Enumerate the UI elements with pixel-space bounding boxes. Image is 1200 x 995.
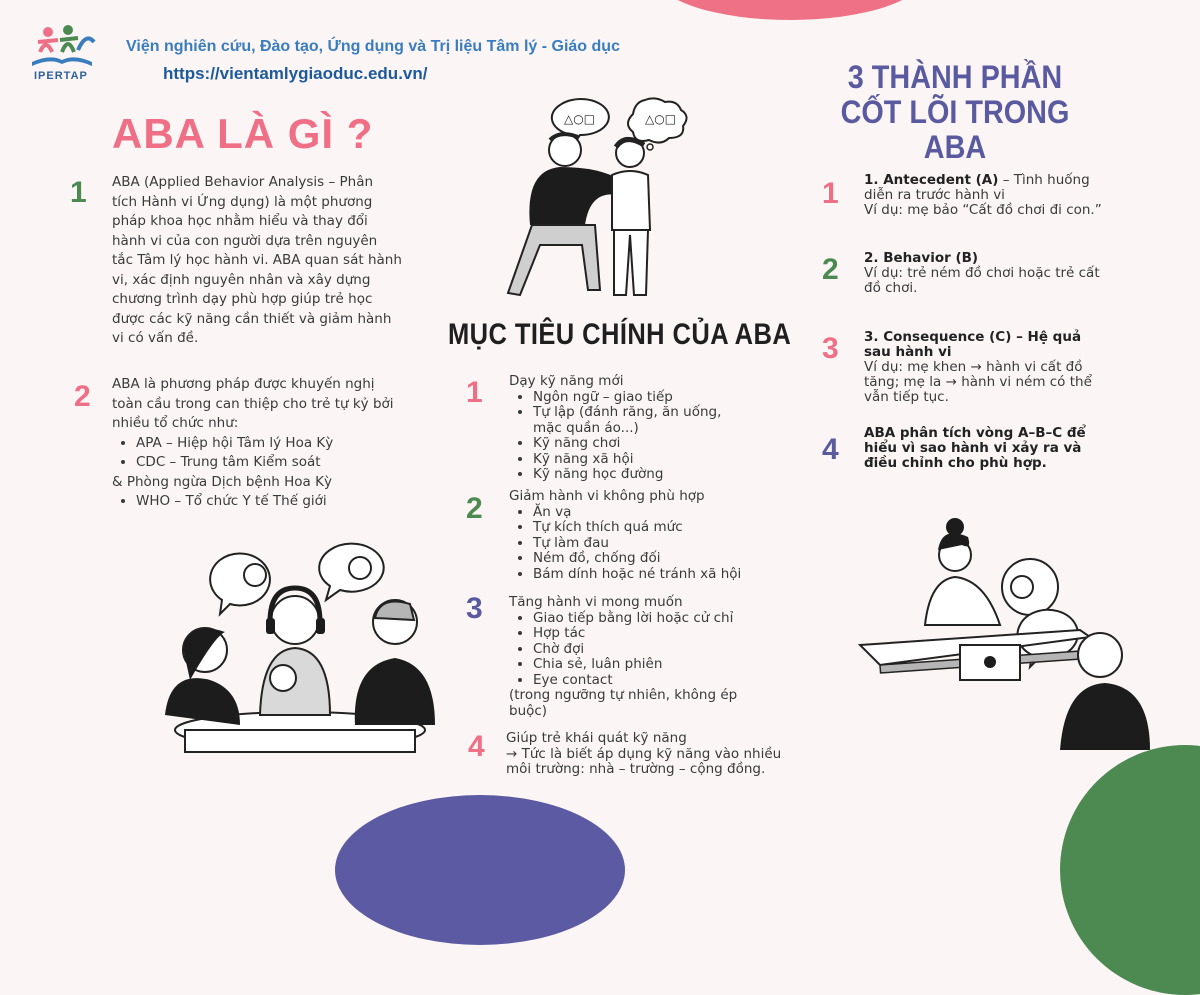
left-number-1: 1 <box>70 176 87 209</box>
goal-bullet: • Ném đồ, chống đối <box>533 551 759 567</box>
goal-bullet: • Hợp tác <box>533 626 759 642</box>
children-table-illustration <box>130 540 450 765</box>
goal-number-3: 3 <box>466 592 483 625</box>
goal-2 <box>509 489 759 582</box>
goal-bullet: • Tự kích thích quá mức <box>533 520 759 536</box>
left-number-2: 2 <box>74 380 91 413</box>
core-item-title: . Consequence (C) – Hệ quả sau hành vi <box>864 329 1082 360</box>
core-item-1 <box>864 173 1109 218</box>
goal-bullet: • Ngôn ngữ – giao tiếp <box>533 390 749 406</box>
logo-text: IPERTAP <box>34 70 88 82</box>
core-item-title: 2. Behavior (B) <box>864 250 979 266</box>
decorative-blob-corner <box>1060 745 1200 995</box>
goal-bullet: • Chia sẻ, luân phiên <box>533 657 759 673</box>
core-item-2 <box>864 251 1109 296</box>
goal-3 <box>509 595 759 719</box>
core-item-title-lead: 3 <box>864 329 874 345</box>
org-continuation: & Phòng ngừa Dịch bệnh Hoa Kỳ <box>112 473 332 490</box>
goal-bullet: • Chờ đợi <box>533 642 759 658</box>
goal-note: (trong ngưỡng tự nhiên, không ép buộc) <box>509 687 738 719</box>
goal-bullet: • Giao tiếp bằng lời hoặc cử chỉ <box>533 611 759 627</box>
left-paragraph-2-intro: ABA là phương pháp được khuyến nghị toàn cầu trong can thiệp cho trẻ tự kỷ bởi nhiều tổ chức như: <box>112 376 394 431</box>
logo-icon <box>22 22 102 72</box>
core-item-4 <box>864 426 1109 471</box>
goal-1 <box>509 374 749 483</box>
org-item: • APA – Hiệp hội Tâm lý Hoa Kỳ <box>136 434 397 454</box>
goal-detail: → Tức là biết áp dụng kỹ năng vào nhiều môi trường: nhà – trường – cộng đồng. <box>506 745 782 777</box>
left-paragraph-2 <box>112 375 397 512</box>
core-item-title: 1. Antecedent (A) <box>864 172 999 188</box>
goal-bullet: • Tự làm đau <box>533 536 759 552</box>
goal-bullets <box>509 505 759 583</box>
goal-number-4: 4 <box>468 730 485 763</box>
core-item-example: Ví dụ: mẹ bảo “Cất đồ chơi đi con.” <box>864 202 1102 218</box>
right-title: 3 THÀNH PHẦN CỐT LÕI TRONG ABA <box>840 59 1070 165</box>
goal-bullet: • Eye contact <box>533 673 759 689</box>
left-paragraph-1: ABA (Applied Behavior Analysis – Phân tích Hành vi Ứng dụng) là một phương pháp khoa học nhằm hiểu và thay đổi hành vi của con người dựa trên nguyên tắc Tâm lý học hành vi. ABA quan sát hành vi, xác định nguyên nhân và xây dựng chương trình dạy phù hợp giúp trẻ học được các kỹ năng cần thiết và giảm hành vi có vấn đề. <box>112 174 402 346</box>
core-number-3: 3 <box>822 332 839 365</box>
goal-bullet: • Kỹ năng chơi <box>533 436 749 452</box>
bubble-symbols-left: △○□ <box>564 112 596 126</box>
org-item: • WHO – Tổ chức Y tế Thế giới <box>136 492 397 512</box>
decorative-blob-bottom <box>335 795 625 945</box>
goal-bullet: • Kỹ năng học đường <box>533 467 749 483</box>
goal-number-2: 2 <box>466 492 483 525</box>
goal-heading: Tăng hành vi mong muốn <box>509 594 683 610</box>
core-item-rest: – Tình huống diễn ra trước hành vi <box>864 172 1090 203</box>
desk-illustration <box>850 515 1170 750</box>
goal-heading: Giảm hành vi không phù hợp <box>509 488 705 504</box>
goal-bullet: • Bám dính hoặc né tránh xã hội <box>533 567 759 583</box>
goal-bullets <box>509 390 749 483</box>
decorative-blob-top <box>655 0 925 20</box>
goal-heading: Dạy kỹ năng mới <box>509 373 624 389</box>
bubble-symbols-right: △○□ <box>645 112 677 126</box>
core-item-example: Ví dụ: trẻ ném đồ chơi hoặc trẻ cất đồ chơi. <box>864 265 1100 296</box>
core-item-3 <box>864 330 1109 405</box>
org-name: Viện nghiên cứu, Đào tạo, Ứng dụng và Trị liệu Tâm lý - Giáo dục <box>126 38 620 55</box>
core-number-1: 1 <box>822 177 839 210</box>
org-list <box>112 434 397 473</box>
adult-child-illustration <box>500 95 700 305</box>
goal-4 <box>506 731 796 778</box>
core-item-example: Ví dụ: mẹ khen → hành vi cất đồ tăng; mẹ la → hành vi ném có thể vẫn tiếp tục. <box>864 359 1092 405</box>
core-item-summary: ABA phân tích vòng A–B–C để hiểu vì sao hành vi xảy ra và điều chỉnh cho phù hợp. <box>864 425 1086 471</box>
left-title: ABA LÀ GÌ ? <box>112 110 374 157</box>
goal-bullets <box>509 611 759 689</box>
org-list-2 <box>112 492 397 512</box>
middle-title: MỤC TIÊU CHÍNH CỦA ABA <box>448 318 792 351</box>
core-number-2: 2 <box>822 253 839 286</box>
core-number-4: 4 <box>822 433 839 466</box>
goal-bullet: • Tự lập (đánh răng, ăn uống, mặc quần áo...) <box>533 405 749 436</box>
website-link[interactable]: https://vientamlygiaoduc.edu.vn/ <box>163 64 428 83</box>
goal-number-1: 1 <box>466 376 483 409</box>
org-item: • CDC – Trung tâm Kiểm soát <box>136 453 397 473</box>
goal-bullet: • Ăn vạ <box>533 505 759 521</box>
goal-heading: Giúp trẻ khái quát kỹ năng <box>506 730 687 746</box>
goal-bullet: • Kỹ năng xã hội <box>533 452 749 468</box>
